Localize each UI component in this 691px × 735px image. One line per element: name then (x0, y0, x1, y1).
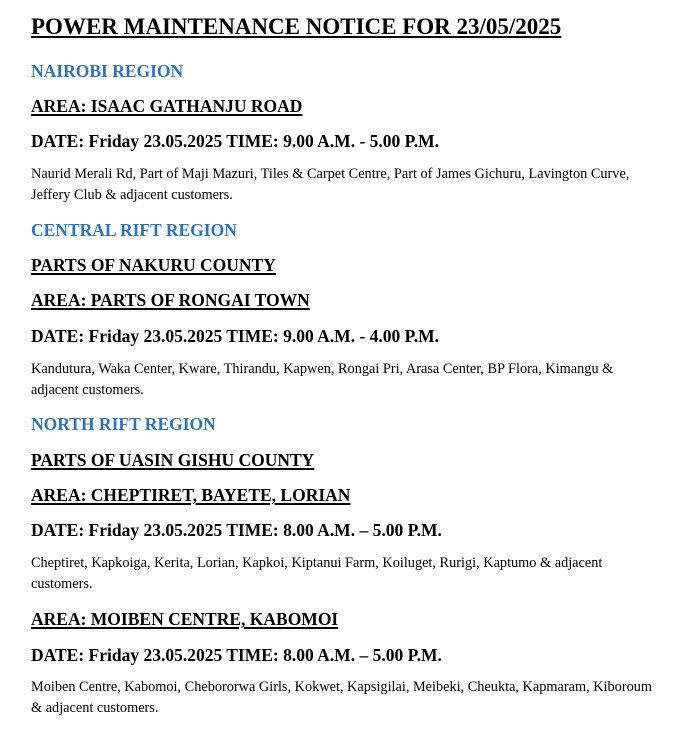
county-heading: PARTS OF UASIN GISHU COUNTY (31, 450, 315, 470)
date-time-line: DATE: Friday 23.05.2025 TIME: 9.00 A.M. - 5.00 P.M. (31, 131, 440, 151)
notice-title: POWER MAINTENANCE NOTICE FOR 23/05/2025 (31, 14, 562, 39)
date-time-line: DATE: Friday 23.05.2025 TIME: 8.00 A.M. – 5.00 P.M. (31, 645, 442, 665)
area-heading: AREA: CHEPTIRET, BAYETE, LORIAN (31, 485, 351, 505)
area-heading: AREA: MOIBEN CENTRE, KABOMOI (31, 609, 339, 629)
affected-locations: Moiben Centre, Kabomoi, Chebororwa Girls, Kokwet, Kapsigilai, Meibeki, Cheukta, Kapmaram, Kiboroum & adjacent customers. (31, 679, 652, 716)
area-heading: AREA: ISAAC GATHANJU ROAD (31, 96, 303, 116)
region-heading-north-rift: NORTH RIFT REGION (31, 414, 216, 434)
affected-locations: Naurid Merali Rd, Part of Maji Mazuri, Tiles & Carpet Centre, Part of James Gichuru, Lavington Curve, Jeffery Club & adjacent customers. (31, 166, 630, 203)
date-time-line: DATE: Friday 23.05.2025 TIME: 8.00 A.M. – 5.00 P.M. (31, 520, 442, 540)
region-heading-nairobi: NAIROBI REGION (31, 61, 184, 81)
county-heading: PARTS OF NAKURU COUNTY (31, 255, 276, 275)
date-time-line: DATE: Friday 23.05.2025 TIME: 9.00 A.M. - 4.00 P.M. (31, 326, 440, 346)
affected-locations: Kandutura, Waka Center, Kware, Thirandu, Kapwen, Rongai Pri, Arasa Center, BP Flora, Kimangu & adjacent customers. (31, 361, 614, 398)
region-heading-central-rift: CENTRAL RIFT REGION (31, 220, 237, 240)
affected-locations: Cheptiret, Kapkoiga, Kerita, Lorian, Kapkoi, Kiptanui Farm, Koiluget, Rurigi, Kaptumo & adjacent customers. (31, 555, 603, 592)
area-heading: AREA: PARTS OF RONGAI TOWN (31, 290, 310, 310)
